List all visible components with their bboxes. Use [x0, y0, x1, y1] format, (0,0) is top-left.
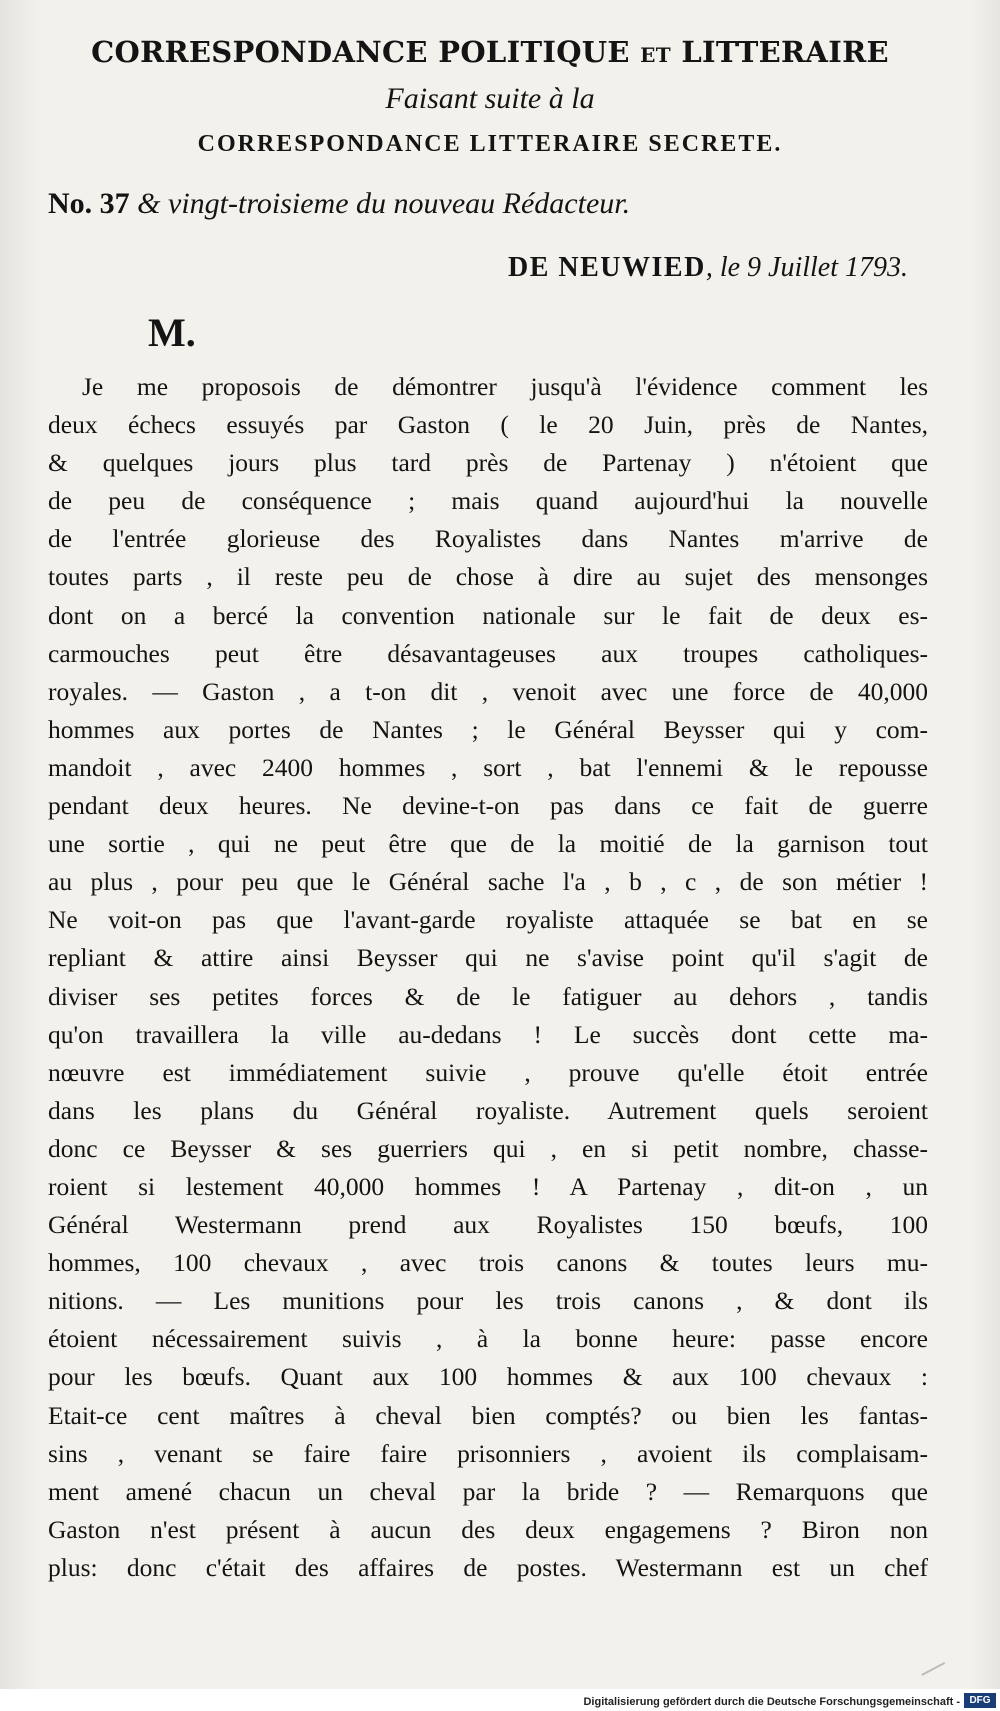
subtitle: Faisant suite à la: [385, 82, 595, 115]
journal-title: [40, 32, 940, 75]
body-line: pendant deux heures. Ne devine-t-on pas dans ce fait de guerre: [48, 791, 928, 821]
journal-title-end: LITTERAIRE: [681, 35, 889, 69]
body-line: carmouches peut être désavantageuses aux troupes catholiques-: [48, 638, 928, 668]
body-line: qu'on travaillera la ville au-dedans ! Le succès dont cette ma-: [48, 1019, 928, 1049]
body-line: toutes parts , il reste peu de chose à dire au sujet des mensonges: [48, 562, 928, 592]
issue-number: No. 37: [48, 187, 130, 220]
body-line: roient si lestement 40,000 hommes ! A Partenay , dit-on , un: [48, 1171, 928, 1201]
body-line: repliant & attire ainsi Beysser qui ne s'avise point qu'il s'agit de: [48, 943, 928, 973]
issue-line: [48, 182, 908, 226]
journal-title-main: CORRESPONDANCE POLITIQUE: [91, 35, 630, 69]
body-line: plus: donc c'était des affaires de postes. Westermann est un chef: [48, 1552, 928, 1582]
body-line: Etait-ce cent maîtres à cheval bien comptés? ou bien les fantas-: [48, 1400, 928, 1430]
body-line: diviser ses petites forces & de le fatiguer au dehors , tandis: [48, 981, 928, 1011]
body-line: étoient nécessairement suivis , à la bonne heure: passe encore: [48, 1324, 928, 1354]
body-line: hommes, 100 chevaux , avec trois canons & toutes leurs mu-: [48, 1248, 928, 1278]
body-line: sins , venant se faire faire prisonniers , avoient ils complaisam-: [48, 1438, 928, 1468]
body-line: donc ce Beysser & ses guerriers qui , en si petit nombre, chasse-: [48, 1133, 928, 1163]
journal-title-et: ET: [640, 43, 671, 67]
body-line: de peu de conséquence ; mais quand aujourd'hui la nouvelle: [48, 486, 928, 516]
body-line: nœuvre est immédiatement suivie , prouve qu'elle étoit entrée: [48, 1057, 928, 1087]
body-line: Ne voit-on pas que l'avant-garde royaliste attaquée se bat en se: [48, 905, 928, 935]
body-line: deux échecs essuyés par Gaston ( le 20 Juin, près de Nantes,: [48, 410, 928, 440]
dateline-place: DE NEUWIED: [508, 252, 706, 283]
digitization-footer: [0, 1689, 1000, 1711]
footer-credit: Digitalisierung gefördert durch die Deutsche Forschungsgemeinschaft -: [583, 1696, 960, 1708]
dfg-logo: DFG: [964, 1693, 996, 1708]
masthead: [40, 32, 940, 167]
dateline: [508, 246, 908, 290]
body-line: Je me proposois de démontrer jusqu'à l'évidence comment les: [82, 372, 928, 401]
body-line: au plus , pour peu que le Général sache l'a , b , c , de son métier !: [48, 867, 928, 897]
secondary-title: CORRESPONDANCE LITTERAIRE SECRETE.: [197, 131, 783, 157]
body-line: de l'entrée glorieuse des Royalistes dans Nantes m'arrive de: [48, 524, 928, 554]
salutation: M.: [148, 310, 196, 355]
body-line: dont on a bercé la convention nationale sur le fait de deux es-: [48, 600, 928, 630]
issue-description: & vingt-troisieme du nouveau Rédacteur.: [137, 187, 631, 220]
body-line: & quelques jours plus tard près de Partenay ) n'étoient que: [48, 448, 928, 478]
body-line: pour les bœufs. Quant aux 100 hommes & aux 100 chevaux :: [48, 1362, 928, 1392]
body-line: mandoit , avec 2400 hommes , sort , bat l'ennemi & le repousse: [48, 752, 928, 782]
stamp-mark: [913, 1646, 945, 1676]
letter-body: [48, 368, 928, 1587]
body-line: une sortie , qui ne peut être que de la moitié de la garnison tout: [48, 829, 928, 859]
body-line: Général Westermann prend aux Royalistes 150 bœufs, 100: [48, 1210, 928, 1240]
body-line: ment amené chacun un cheval par la bride ? — Remarquons que: [48, 1476, 928, 1506]
body-line: royales. — Gaston , a t-on dit , venoit avec une force de 40,000: [48, 676, 928, 706]
body-line: nitions. — Les munitions pour les trois canons , & dont ils: [48, 1286, 928, 1316]
dateline-date: , le 9 Juillet 1793.: [705, 252, 908, 283]
body-line: dans les plans du Général royaliste. Autrement quels seroient: [48, 1095, 928, 1125]
body-line: Gaston n'est présent à aucun des deux engagemens ? Biron non: [48, 1514, 928, 1544]
body-line: hommes aux portes de Nantes ; le Général Beysser qui y com-: [48, 714, 928, 744]
